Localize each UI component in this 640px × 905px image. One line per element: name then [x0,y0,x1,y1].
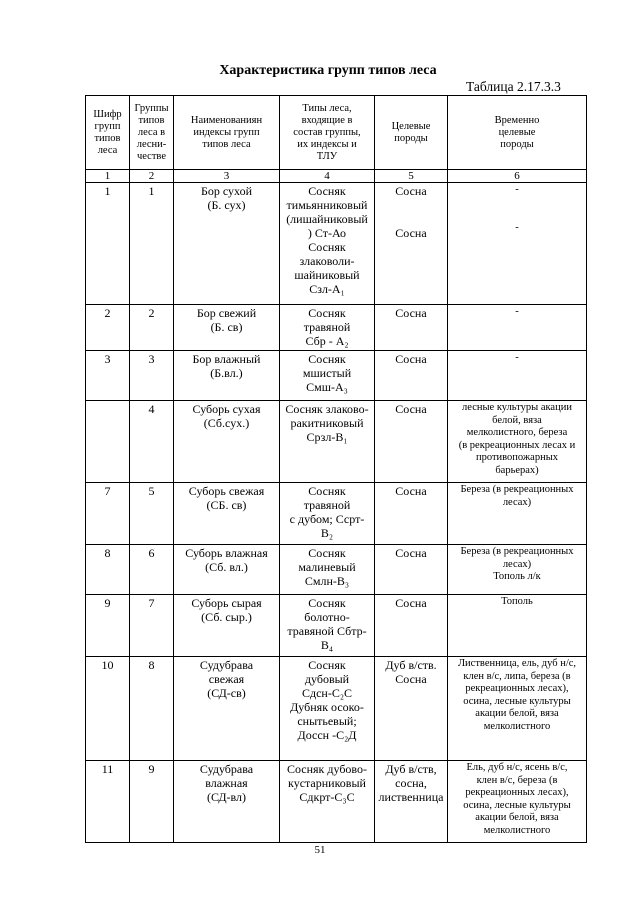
header-line: породы [500,138,534,150]
cell-line: (Сб. сыр.) [201,610,252,624]
cell-line: В₂ [320,526,334,540]
page-number: 51 [314,844,326,856]
cell-code: 11 [86,761,130,843]
cell-name [174,483,280,545]
cell-line: - [515,221,519,233]
cell-line: Сосняк [308,352,346,366]
header-line: ТЛУ [316,150,338,162]
cell-temporary-species [448,305,587,351]
cell-line: Сосна [395,226,427,240]
cell-line: рекреационных лесах), [465,683,569,694]
cell-line: лиственница [378,790,444,804]
cell-line: Сосна [395,306,427,320]
cell-forest-types [280,761,375,843]
cell-line: Береза (в рекреационных [460,484,574,495]
cell-temporary-species [448,483,587,545]
cell-line: снытьевый; [297,714,357,728]
cell-line: Сосна [395,672,427,686]
header-forest-types [280,96,375,170]
cell-line: Ель, дуб н/с, ясень в/с, [466,762,568,773]
cell-line: акации белой, вяза [475,708,559,719]
cell-code: 2 [86,305,130,351]
cell-forest-types [280,595,375,657]
cell-line: свежая [208,672,245,686]
cell-line: шайниковый [294,268,360,282]
cell-name [174,595,280,657]
cell-line: Береза (в рекреационных [460,546,574,557]
cell-line: Сосна [395,184,427,198]
cell-line: Сосна [395,596,427,610]
cell-group: 9 [130,761,174,843]
cell-line: мелколистного [483,720,551,732]
document-title: Характеристика групп типов леса [219,63,437,78]
cell-name [174,351,280,401]
cell-line: Сосняк злаково- [285,402,369,416]
cell-target-species [375,483,448,545]
cell-group: 8 [130,657,174,761]
cell-group: 1 [130,183,174,305]
cell-line [377,212,445,226]
cell-group: 6 [130,545,174,595]
cell-line: Сосняк [308,658,346,672]
header-line: типов [94,132,121,144]
cell-line: травяной [303,320,351,334]
cell-group: 5 [130,483,174,545]
cell-line: Срзл-В₁ [306,430,348,444]
cell-code: 7 [86,483,130,545]
header-line: породы [394,132,428,144]
cell-line: Бор сухой [200,184,253,198]
cell-code: 9 [86,595,130,657]
cell-line: (лишайниковый [286,212,368,226]
cell-line: - [515,352,519,363]
cell-line [377,198,445,212]
cell-line: мелколистного, береза [466,427,568,438]
table-row [86,595,587,657]
cell-line: (Б.вл.) [210,366,243,380]
cell-name [174,401,280,483]
table-row [86,545,587,595]
cell-forest-types [280,657,375,761]
table-row [86,483,587,545]
cell-line: Сдкрт-С₃С [299,790,355,804]
cell-group: 2 [130,305,174,351]
cell-target-species [375,401,448,483]
cell-group: 3 [130,351,174,401]
header-code [86,96,130,170]
cell-forest-types [280,483,375,545]
cell-line: Смлн-В₃ [304,574,350,588]
header-line: леса в [137,126,166,138]
column-number: 3 [174,170,280,183]
cell-line: Дубняк осоко- [290,700,364,714]
cell-forest-types [280,351,375,401]
cell-code [86,401,130,483]
cell-line: Дуб в/ств. [385,658,437,672]
cell-line: барьерах) [495,464,539,476]
cell-line: ракитниковый [290,416,364,430]
cell-line: дубовый [304,672,350,686]
header-line: их индексы и [297,138,357,150]
cell-line: с дубом; Ссрт- [289,512,365,526]
cell-code: 10 [86,657,130,761]
header-line: состав группы, [293,126,361,138]
cell-line [450,197,584,210]
cell-line: (в рекреационных лесах и [458,439,576,451]
cell-line: Доссн -С₂Д [297,728,357,742]
cell-line: Тополь [501,596,533,607]
cell-forest-types [280,305,375,351]
header-line: типов леса [202,138,251,150]
header-groups [130,96,174,170]
header-line: Наименованиян [190,114,263,126]
cell-code: 3 [86,351,130,401]
cell-code: 8 [86,545,130,595]
cell-line: Сосняк [308,306,346,320]
header-line: Временно [494,114,540,126]
cell-line: (СД-вл) [206,790,247,804]
table-row [86,401,587,483]
cell-target-species [375,657,448,761]
header-line: Целевые [391,120,431,132]
header-line: целевые [498,126,536,138]
cell-line: Сосняк [308,596,346,610]
header-line: типов [138,114,165,126]
cell-line: Сосняк [308,484,346,498]
cell-line: кустарниковый [288,776,366,790]
cell-forest-types [280,183,375,305]
cell-target-species [375,761,448,843]
cell-name [174,657,280,761]
column-number: 6 [448,170,587,183]
cell-line: (Б. сух) [207,198,246,212]
cell-line: Суборь сырая [191,596,262,610]
cell-line: мелколистного [483,824,551,836]
cell-target-species [375,351,448,401]
cell-line: осина, лесные культуры [463,695,571,707]
header-name [174,96,280,170]
table-row [86,351,587,401]
header-line: Группы [134,102,169,114]
column-number: 5 [375,170,448,183]
cell-line: влажная [205,776,248,790]
cell-line: травяной [303,498,351,512]
cell-name [174,305,280,351]
table-body [86,183,587,843]
cell-temporary-species [448,761,587,843]
header-line: честве [136,150,166,162]
cell-line: рекреационных лесах), [465,787,569,798]
cell-line: Сдсн-С₂С [301,686,353,700]
cell-line: Сосняк [308,240,346,254]
cell-temporary-species [448,595,587,657]
cell-line: противопожарных [475,452,559,463]
cell-line: сосна, [395,776,427,790]
cell-line: тимьянниковый [286,198,368,212]
cell-line: Суборь свежая [188,484,265,498]
cell-target-species [375,595,448,657]
column-number-row [86,170,587,183]
forest-types-table [85,95,587,843]
cell-group: 7 [130,595,174,657]
cell-target-species [375,305,448,351]
cell-temporary-species [448,657,587,761]
cell-line: Суборь влажная [185,546,268,560]
cell-line: Сосна [395,546,427,560]
cell-line: Тополь л/к [493,571,541,582]
table-row [86,761,587,843]
cell-line: (СД-св) [207,686,246,700]
header-line: Шифр [93,108,122,120]
cell-temporary-species [448,545,587,595]
cell-line: клен в/с, береза (в [476,774,558,786]
cell-name [174,183,280,305]
column-number: 1 [86,170,130,183]
cell-line: белой, вяза [492,414,542,426]
cell-line: - [515,306,519,317]
header-line: лесни- [136,138,167,150]
cell-line: - [515,184,519,195]
cell-line: лесах) [502,558,532,570]
cell-target-species [375,545,448,595]
header-line: входящие в [301,114,353,126]
cell-forest-types [280,545,375,595]
cell-forest-types [280,401,375,483]
header-line: групп [94,120,121,132]
cell-line: злаковоли- [299,254,355,268]
cell-code: 1 [86,183,130,305]
cell-line: (СБ. св) [206,498,247,512]
cell-line: осина, лесные культуры [463,799,571,811]
cell-line: акации белой, вяза [475,812,559,823]
cell-line: (Сб. вл.) [205,560,248,574]
cell-line: лесах) [502,496,532,508]
cell-line: Сосняк [308,546,346,560]
cell-line: Суборь сухая [192,402,261,416]
cell-temporary-species [448,183,587,305]
cell-line: болотно- [304,610,350,624]
table-number: Таблица 2.17.3.3 [466,79,561,94]
cell-line: клен в/с, липа, береза (в [463,670,571,682]
table-row [86,183,587,305]
cell-line: Бор свежий [196,306,257,320]
cell-line: Сосна [395,402,427,416]
header-line: Типы леса, [302,102,352,114]
header-target-species [375,96,448,170]
cell-line: Сбр - А₂ [305,334,349,348]
cell-line: Сосняк дубово- [286,762,368,776]
cell-line: Судубрава [199,658,254,672]
column-number: 2 [130,170,174,183]
cell-temporary-species [448,351,587,401]
cell-line: В₄ [320,638,334,652]
column-number: 4 [280,170,375,183]
cell-line: лесные культуры акации [462,402,572,413]
cell-temporary-species [448,401,587,483]
cell-line [450,209,584,222]
cell-line: Сзл-А₁ [309,282,345,296]
cell-line: Сосняк [308,184,346,198]
cell-line: Смш-А₃ [306,380,348,394]
cell-line: Сосна [395,484,427,498]
cell-line: (Б. св) [210,320,243,334]
cell-line: ) Ст-Ао [307,226,347,240]
cell-name [174,545,280,595]
header-temporary-species [448,96,587,170]
cell-line: Лиственница, ель, дуб н/с, [457,658,577,669]
table-row [86,657,587,761]
cell-target-species [375,183,448,305]
table-row [86,305,587,351]
cell-line: малиневый [298,560,356,574]
cell-line: (Сб.сух.) [203,416,250,430]
cell-line: Сосна [395,352,427,366]
cell-line: травяной Сбтр- [287,624,367,638]
cell-group: 4 [130,401,174,483]
header-line: индексы групп [193,126,260,138]
header-line: леса [97,144,118,156]
cell-line: мшистый [302,366,352,380]
cell-name [174,761,280,843]
cell-line: Дуб в/ств, [385,762,437,776]
cell-line: Судубрава [199,762,254,776]
cell-line: Бор влажный [192,352,261,366]
table-header-row [86,96,587,170]
